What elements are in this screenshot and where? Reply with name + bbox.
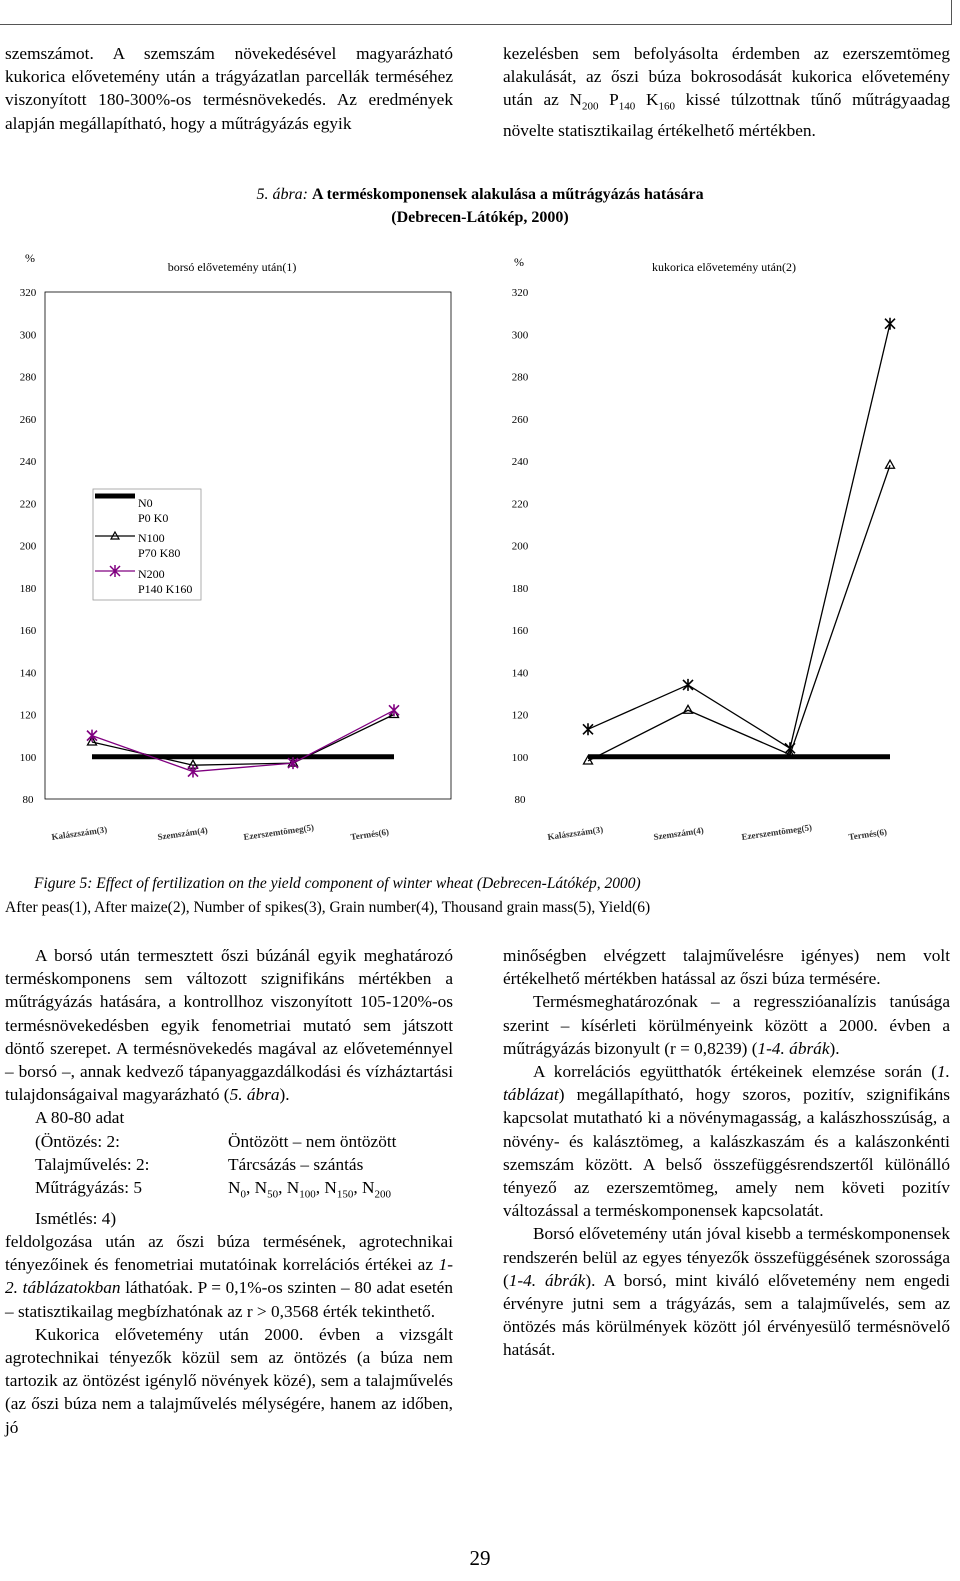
- paragraph: A borsó után termesztett őszi búzánál egyik meghatározó terméskomponens sem változott szignifikáns mértékben a műtrágyázás hatására, a kontrollhoz viszonyított 105-120%-os termésnövekedésben egyik fenometriai mutató sem játszott döntő szerepet. A termésnövekedés magával az előveteménnyel – borsó –, annak kedvező tápanyaggazdálkodási és vízháztartási tulajdonságaival magyarázható (5. ábra).: [5, 946, 453, 1105]
- bottom-right-text: [503, 944, 950, 1362]
- y-tick-label: 180: [511, 582, 529, 595]
- x-tick-labels: [51, 822, 390, 842]
- x-tick-label: Szemszám(4): [156, 825, 209, 842]
- figure-caption-en-2: After peas(1), After maize(2), Number of spikes(3), Grain number(4), Thousand grain mass(5), Yield(6): [5, 899, 651, 916]
- data-line: A 80-80 adat: [35, 1108, 125, 1128]
- n-subscript: 150: [336, 1188, 354, 1201]
- y-tick-label: 300: [511, 329, 529, 342]
- paragraph: feldolgozása után az őszi búza termésének, agrotechnikai tényezőinek és fenometriai mutatóinak korrelációs értékei az 1-2. táblázatokban láthatóak. P = 0,1%-os szinten – 80 adat esetén – statisztikailag megbízhatónak az r > 0,3568 érték tekinthető.: [5, 1231, 453, 1321]
- x-tick-label: Szemszám(4): [652, 825, 705, 842]
- top-left-text: [5, 42, 453, 135]
- y-tick-label: 220: [511, 498, 529, 511]
- n-subscript: 100: [299, 1188, 316, 1201]
- star-marker: [785, 742, 795, 754]
- y-unit-label: %: [514, 255, 524, 269]
- x-tick-label: Termés(6): [349, 826, 390, 842]
- y-tick-label: 160: [19, 625, 37, 637]
- star-marker: [583, 723, 593, 735]
- figure-title-line2: (Debrecen-Látókép, 2000): [391, 209, 569, 226]
- paragraph: Borsó elővetemény után jóval kisebb a terméskomponensek rendszerén belül az egyes tényezők összefüggésének szorossága (1-4. ábrák). A borsó, mint kiváló elővetemény nem engedi érvényre jutni sem a trágyázás, sem a talajművelés, sem az öntözés más körülmények között jól érvényesülő termésnövelő hatását.: [503, 1224, 950, 1360]
- y-tick-label: 140: [511, 667, 529, 680]
- y-tick-labels: [20, 287, 37, 806]
- star-marker: [389, 704, 399, 716]
- paragraph: Termésmeghatározónak – a regresszióanalízis tanúsága szerint – kísérleti körülményeink között a 2000. évben a műtrágyázás bizonyult (r = 0,8239) (1-4. ábrák).: [503, 992, 950, 1058]
- page-number: 29: [469, 1546, 491, 1570]
- star-marker: [683, 679, 693, 691]
- x-tick-labels: [547, 822, 888, 842]
- figure-charts: [0, 240, 960, 860]
- triangle-marker: [684, 705, 693, 713]
- y-tick-label: 240: [511, 456, 529, 468]
- series-lines: [87, 704, 399, 777]
- x-tick-label: Ezerszemtömeg(5): [242, 822, 315, 842]
- y-tick-label: 80: [514, 794, 526, 806]
- y-tick-label: 80: [22, 794, 34, 806]
- legend-label: P70 K80: [138, 546, 181, 560]
- figure-subtitle: [0, 207, 960, 229]
- legend-label: N100: [138, 531, 165, 545]
- legend-label: N0: [138, 496, 153, 510]
- y-tick-label: 200: [511, 540, 529, 553]
- y-tick-label: 120: [19, 709, 37, 722]
- y-tick-label: 240: [19, 456, 37, 468]
- n-subscript: 200: [374, 1188, 391, 1201]
- figure-caption-en: Figure 5: Effect of fertilization on the yield component of winter wheat (Debrecen-Látókép, 2000): [34, 875, 641, 892]
- figure-number: 5. ábra:: [256, 186, 308, 203]
- x-tick-label: Kalászszám(3): [50, 824, 108, 842]
- star-marker: [87, 730, 97, 742]
- series-line: [588, 324, 890, 749]
- chart-left: [20, 251, 451, 842]
- y-tick-labels: [512, 287, 529, 806]
- paragraph: szemszámot. A szemszám növekedésével magyarázható kukorica elővetemény után a trágyázatlan parcellák terméséhez viszonyított 180-300%-os termésnövekedés. Az eredmények alapján megállapítható, hogy a műtrágyázás egyik: [5, 44, 453, 133]
- x-tick-label: Ezerszemtömeg(5): [740, 822, 813, 842]
- n-subscript: 0: [240, 1188, 246, 1201]
- top-right-text: [503, 42, 950, 142]
- figure-title-line1: A terméskomponensek alakulása a műtrágyázás hatására: [312, 186, 704, 203]
- legend-label: P140 K160: [138, 582, 193, 596]
- page-frame: [0, 0, 952, 25]
- paragraph: minőségben elvégzett talajművelésre igényes) nem volt értékelhető mértékben hatással az őszi búza termésére.: [503, 946, 950, 989]
- y-tick-label: 140: [19, 667, 37, 680]
- y-unit-label: %: [25, 251, 35, 265]
- legend: [93, 489, 201, 600]
- paragraph: Kukorica elővetemény után 2000. évben a vizsgált agrotechnikai tényezők közül sem az öntözés (a búza nem tartozik az öntözést igénylő növények közé), sem a talajművelés (az őszi búza nem a talajművelés mélységére, hanem az időben, jó: [5, 1324, 453, 1437]
- x-tick-label: Kalászszám(3): [546, 824, 604, 842]
- figure-title: [0, 184, 960, 206]
- y-tick-label: 280: [19, 371, 37, 384]
- chart-title: kukorica elővetemény után(2): [652, 260, 796, 274]
- y-tick-label: 260: [19, 413, 37, 426]
- series-lines: [583, 318, 895, 764]
- y-tick-label: 100: [511, 751, 529, 764]
- y-tick-label: 220: [19, 498, 37, 511]
- y-tick-label: 300: [19, 329, 37, 342]
- chart-title: borsó elővetemény után(1): [167, 260, 297, 274]
- paragraph: A korrelációs együtthatók értékeinek elemzése során (1. táblázat) megállapítható, hogy szoros, pozitív, szignifikáns kapcsolat mutatható ki a növénymagasság, a kalászhosszúság, a növény- és kalásztömeg, a kalászkaszám és a kalászonkénti szemszám között. A belső összefüggésrendszertől különálló tényező az ezerszemtömeg, amely nem követi pozitív változással a terméskomponensek kapcsolatát.: [503, 1062, 950, 1221]
- star-marker: [885, 318, 895, 330]
- y-tick-label: 180: [19, 582, 37, 595]
- y-tick-label: 320: [19, 287, 37, 299]
- bottom-left-text: [5, 944, 453, 1439]
- x-tick-label: Termés(6): [847, 826, 888, 842]
- repetition-line: Ismétlés: 4): [35, 1208, 117, 1228]
- n-subscript: 50: [267, 1188, 279, 1201]
- y-tick-label: 280: [511, 371, 529, 384]
- y-tick-label: 200: [19, 540, 37, 553]
- legend-label: P0 K0: [138, 511, 169, 525]
- y-tick-label: 320: [511, 287, 529, 299]
- y-tick-label: 100: [19, 751, 37, 764]
- chart-right: [512, 255, 895, 842]
- y-tick-label: 260: [511, 413, 529, 426]
- y-tick-label: 120: [511, 709, 529, 722]
- data-table: (Öntözés: 2: Öntözött – nem öntözött Talajművelés: 2: Tárcsázás – szántás Műtrágyázás: 5 $N_0$, $N_{50}$, $N_{100}$, $N_{150}$, $N_{200}$: [35, 1131, 397, 1201]
- y-tick-label: 160: [511, 625, 529, 637]
- series-line: [92, 710, 394, 771]
- legend-label: N200: [138, 567, 165, 581]
- paragraph: kezelésben sem befolyásolta érdemben az ezerszemtömeg alakulását, az őszi búza bokrosodását kukorica elővetemény után az $N_{200}$ $P_{140}$ $K_{160}$ kissé túlzottnak tűnő műtrágyaadag növelte statisztikailag értékelhető mértékben.: [503, 44, 950, 141]
